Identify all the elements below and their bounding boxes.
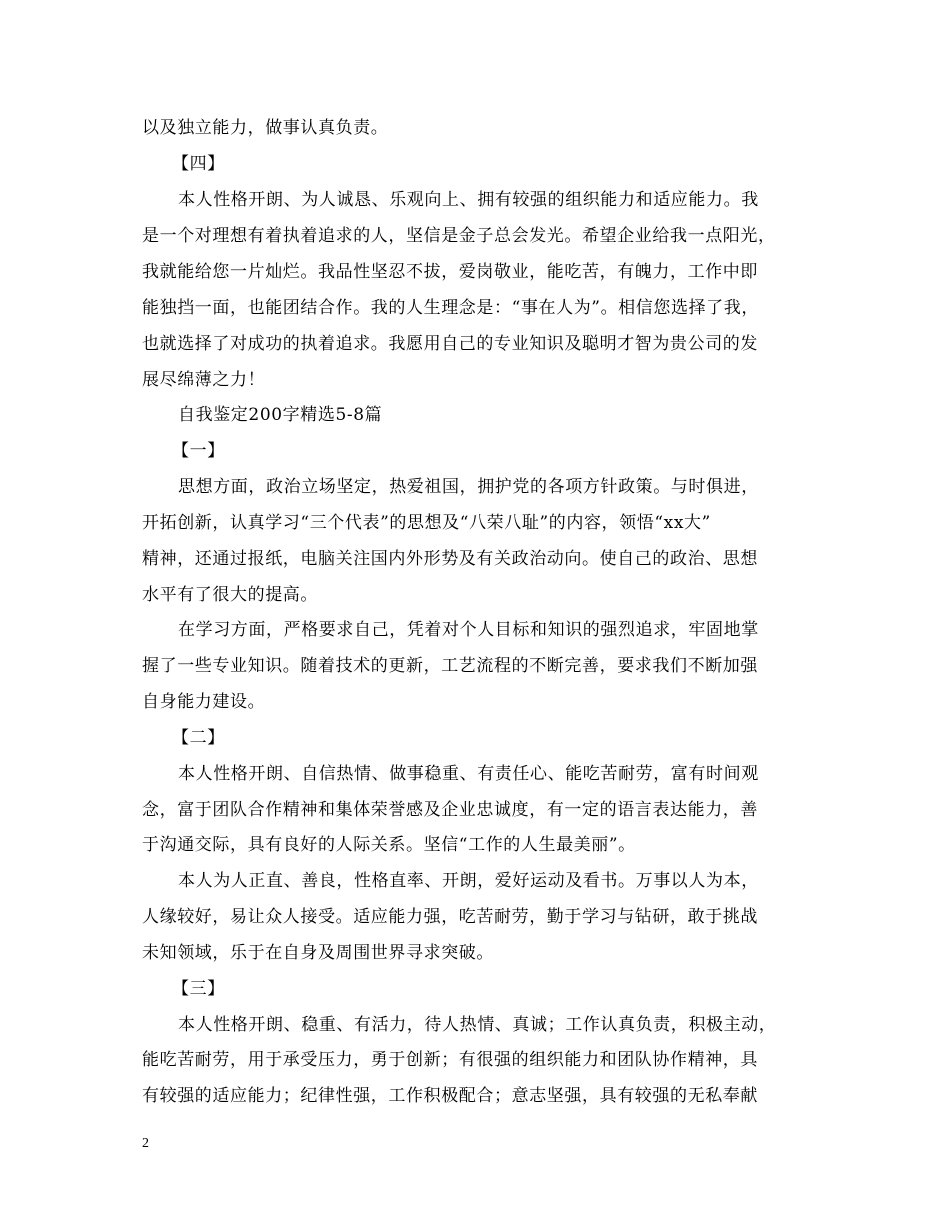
paragraph-first-line: 本人为人正直、善良，性格直率、开朗，爱好运动及看书。万事以人为本， bbox=[178, 871, 759, 891]
body-line: 也就选择了对成功的执着追求。我愿用自己的专业知识及聪明才智为贵公司的发 bbox=[142, 334, 758, 354]
body-line: 人缘较好，易让众人接受。适应能力强，吃苦耐劳，勤于学习与钻研，敢于挑战 bbox=[142, 907, 758, 927]
body-line: 能独挡一面，也能团结合作。我的人生理念是：“事在人为”。相信您选择了我， bbox=[142, 298, 759, 318]
section-heading-2: 【二】 bbox=[172, 728, 225, 748]
body-line: 自身能力建设。 bbox=[142, 692, 266, 712]
paragraph-first-line: 思想方面，政治立场坚定，热爱祖国，拥护党的各项方针政策。与时俱进， bbox=[178, 477, 759, 497]
body-line: 是一个对理想有着执着追求的人，坚信是金子总会发光。希望企业给我一点阳光， bbox=[142, 226, 776, 246]
body-line: 开拓创新，认真学习“三个代表”的思想及“八荣八耻”的内容，领悟“xx大” bbox=[142, 513, 711, 533]
body-line: 以及独立能力，做事认真负责。 bbox=[142, 118, 389, 138]
section-heading-4: 【四】 bbox=[172, 154, 225, 174]
body-line: 有较强的适应能力；纪律性强，工作积极配合；意志坚强，具有较强的无私奉献 bbox=[142, 1086, 758, 1106]
body-line: 念，富于团队合作精神和集体荣誉感及企业忠诚度，有一定的语言表达能力，善 bbox=[142, 800, 758, 820]
body-line: 精神，还通过报纸，电脑关注国内外形势及有关政治动向。使自己的政治、思想 bbox=[142, 549, 758, 569]
body-line: 未知领域，乐于在自身及周围世界寻求突破。 bbox=[142, 943, 494, 963]
paragraph-first-line: 在学习方面，严格要求自己，凭着对个人目标和知识的强烈追求，牢固地掌 bbox=[178, 620, 759, 640]
paragraph-first-line: 本人性格开朗、稳重、有活力，待人热情、真诚；工作认真负责，积极主动， bbox=[178, 1015, 777, 1035]
page-number: 2 bbox=[142, 1136, 149, 1151]
body-line: 展尽绵薄之力！ bbox=[142, 370, 266, 390]
section-heading-1: 【一】 bbox=[172, 441, 225, 461]
paragraph-first-line: 本人性格开朗、自信热情、做事稳重、有责任心、能吃苦耐劳，富有时间观 bbox=[178, 764, 759, 784]
body-line: 于沟通交际，具有良好的人际关系。坚信“工作的人生最美丽”。 bbox=[142, 835, 636, 855]
section-heading-3: 【三】 bbox=[172, 979, 225, 999]
paragraph-first-line: 本人性格开朗、为人诚恳、乐观向上、拥有较强的组织能力和适应能力。我 bbox=[178, 190, 759, 210]
document-title: 自我鉴定200字精选5-8篇 bbox=[178, 405, 383, 425]
body-line: 我就能给您一片灿烂。我品性坚忍不拔，爱岗敬业，能吃苦，有魄力，工作中即 bbox=[142, 262, 758, 282]
body-line: 水平有了很大的提高。 bbox=[142, 585, 318, 605]
body-line: 能吃苦耐劳，用于承受压力，勇于创新；有很强的组织能力和团队协作精神，具 bbox=[142, 1050, 758, 1070]
body-line: 握了一些专业知识。随着技术的更新，工艺流程的不断完善，要求我们不断加强 bbox=[142, 656, 758, 676]
